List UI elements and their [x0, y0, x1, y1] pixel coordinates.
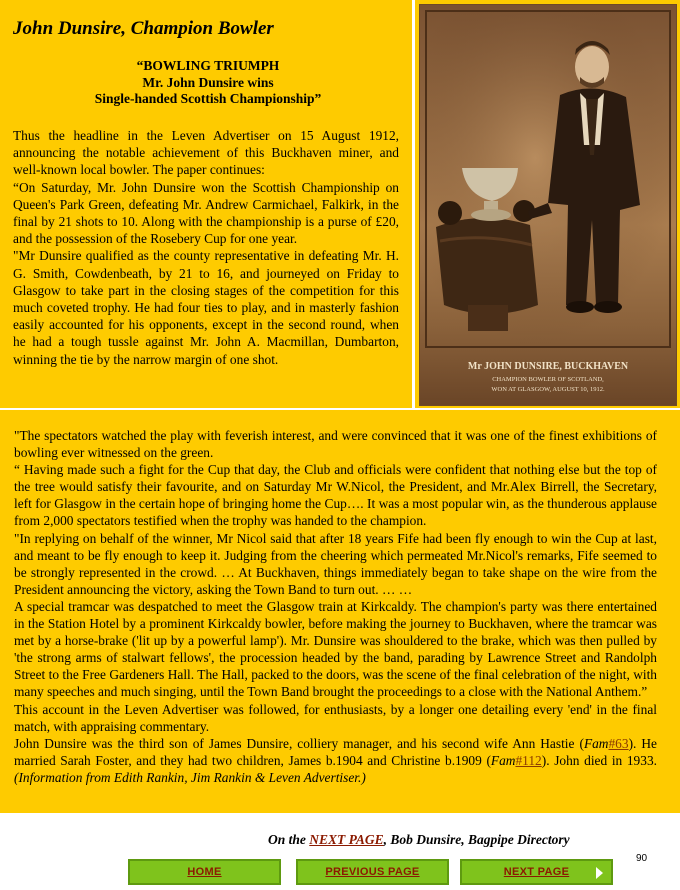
fam-112-prefix: Fam [490, 752, 516, 768]
newspaper-headline [13, 58, 403, 108]
next-page-button[interactable] [460, 859, 613, 885]
photo-caption-name: Mr JOHN DUNSIRE, BUCKHAVEN [467, 361, 629, 372]
article-intro [13, 127, 399, 368]
page-number: 90 [636, 853, 648, 864]
quote-paragraph-2: "Mr Dunsire qualified as the county representative in defeating Mr. H. G. Smith, Cowdenbeath, by 21 to 16, and journeyed on Friday to Glasgow to take part in the closing stages of the competition for this much coveted trophy. He had four ties to play, and in masterly fashion easily accounted for his opponents, except in the second round, when he had a tough tussle against Mr. John A. Macmillan, Dumbarton, winning the tie by the narrow margin of one shot. [13, 248, 399, 367]
headline-line-2: Mr. John Dunsire wins [142, 74, 274, 90]
source-credit: (Information from Edith Rankin, Jim Rankin & Leven Advertiser.) [14, 769, 366, 785]
next-page-button-label: NEXT PAGE [503, 866, 570, 878]
photo-caption-line-2: WON AT GLASGOW, AUGUST 10, 1912. [491, 386, 605, 393]
home-button-label: HOME [187, 866, 222, 878]
account-paragraph: This account in the Leven Advertiser was followed, for enthusiasts, by a longer one detailing every 'end' in the final match, with appraising commentary. [14, 701, 657, 734]
portrait-photo [419, 4, 677, 406]
fam-112-link[interactable]: #112 [515, 752, 542, 768]
arrow-right-icon [596, 867, 603, 879]
fam-63-link[interactable]: #63 [608, 735, 629, 751]
home-button[interactable] [128, 859, 281, 885]
reply-paragraph: "In replying on behalf of the winner, Mr Nicol said that after 18 years Fife had been fly enough to win the Cup at last, and meant to be fly enough to keep it. Judging from the cheering which permeated Mr.Nicol's remarks, Fife seemed to be strongly represented in the crowd. … At Buckhaven, things immediately began to take shape on the wire from the President announcing the victory, asking the Town Band to turn out. … … [14, 530, 657, 597]
fam-63-prefix: Fam [583, 735, 609, 751]
family-text-1: John Dunsire was the third son of James Dunsire, colliery manager, and his second wife Ann Hastie ( [14, 735, 584, 751]
previous-page-button-label: PREVIOUS PAGE [325, 866, 420, 878]
next-page-prefix: On the [268, 832, 310, 847]
article-top-panel [0, 0, 412, 408]
article-bottom-panel [0, 410, 680, 813]
page-title: John Dunsire, Champion Bowler [13, 18, 274, 39]
headline-line-3: Single-handed Scottish Championship” [94, 91, 322, 106]
tramcar-paragraph: A special tramcar was despatched to meet the Glasgow train at Kirkcaldy. The champion's party was there entertained in the Station Hotel by a prominent Kirkcaldy bowler, before making the journey to Buckhaven, where the tramcar was met by a horse-brake ('lit up by a powerful lamp'). Mr. Dunsire was shouldered to the brake, which was then pulled by 'the strong arms of stalwart fellows', the procession headed by the band, parading by Lawrence Street and Randolph Street to the Free Gardeners Hall. The Hall, packed to the doors, was the scene of the final celebration of the night, with many speeches and much singing, until the Town Band brought the proceedings to a close with the National Anthem.” [14, 598, 657, 700]
next-page-suffix: , Bob Dunsire, Bagpipe Directory [383, 832, 570, 847]
spectators-paragraph: "The spectators watched the play with feverish interest, and were convinced that it was one of the finest exhibitions of bowling ever witnessed on the green. [14, 428, 657, 461]
headline-line-1: “BOWLING TRIUMPH [136, 58, 280, 73]
family-paragraph [14, 735, 657, 786]
family-text-2: ). He married Sarah Foster, and they had two children, James b.1904 and Christine b.1909 ( [14, 735, 657, 768]
article-continuation [14, 427, 657, 786]
portrait-image [420, 5, 676, 405]
photo-caption-line-1: CHAMPION BOWLER OF SCOTLAND, [492, 376, 604, 383]
cup-paragraph: “ Having made such a fight for the Cup that day, the Club and officials were confident that nothing else but the top of the tree would satisfy their favourite, and on Saturday Mr W.Nicol, the President, and Mr.Alex Birrell, the Secretary, left for Glasgow in the certain hope of bringing home the Cup…. It was a most popular win, as the thunderous applause from 2,000 spectators testified when the trophy was handed to the champion. [14, 462, 657, 529]
intro-paragraph: Thus the headline in the Leven Advertiser on 15 August 1912, announcing the notable achievement of this Buckhaven miner, and well-known local bowler. The paper continues: [13, 128, 399, 178]
next-page-teaser [268, 832, 570, 848]
previous-page-button[interactable] [296, 859, 449, 885]
next-page-link[interactable]: NEXT PAGE [309, 832, 384, 847]
quote-paragraph-1: “On Saturday, Mr. John Dunsire won the Scottish Championship on Queen's Park Green, defeating Mr. Andrew Carmichael, Falkirk, in the final by 21 shots to 10. Along with the championship is a purse of £20, and the possession of the Rosebery Cup for one year. [13, 179, 399, 247]
family-text-3: ). John died in 1933. [541, 752, 657, 768]
